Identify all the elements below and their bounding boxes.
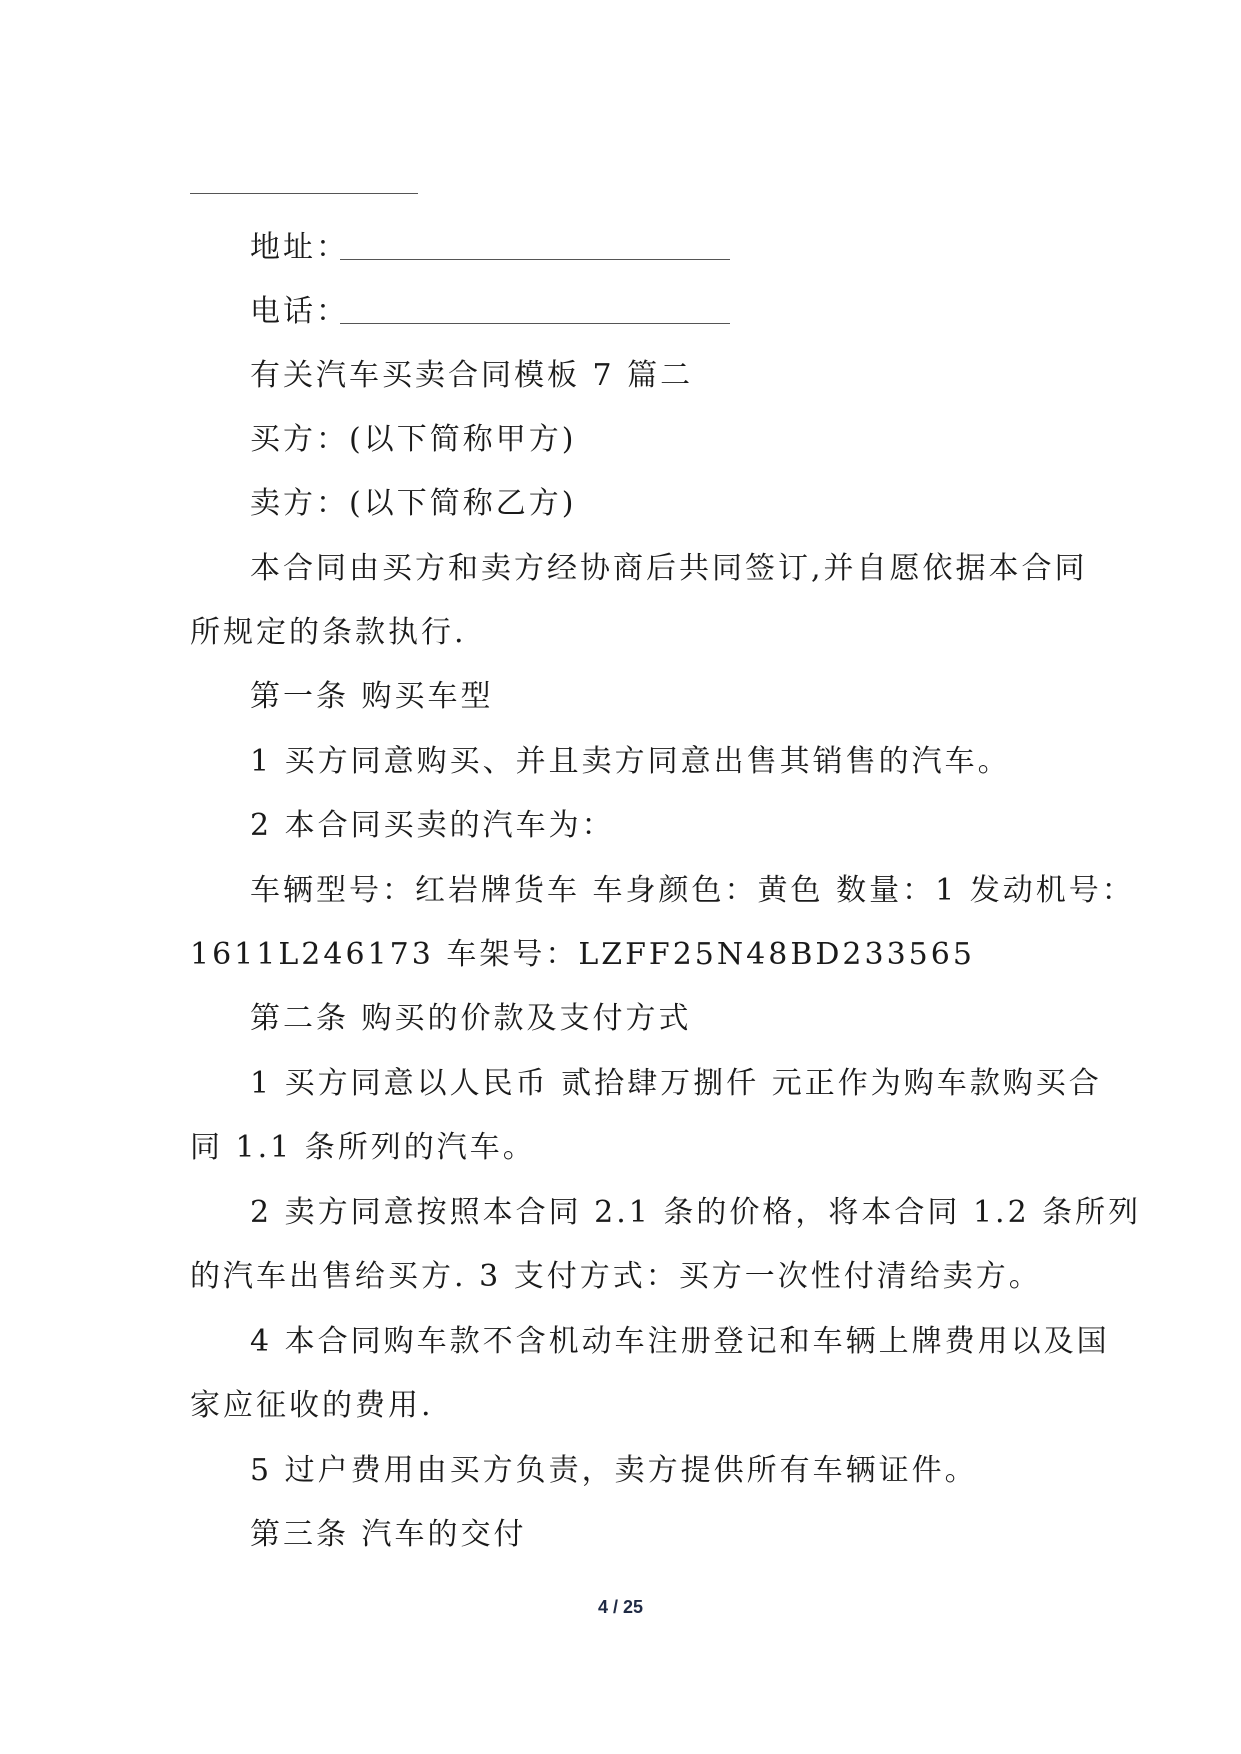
page-number: 4 / 25 <box>597 1597 644 1617</box>
article-2-title: 第二条 购买的价款及支付方式 <box>250 1001 692 1036</box>
article-1-item-2: 2 本合同买卖的汽车为： <box>250 808 615 843</box>
section-heading: 有关汽车买卖合同模板 7 篇二 <box>250 358 694 393</box>
article-2-item-1-line-1: 1 买方同意以人民币 贰拾肆万捌仟 元正作为购车款购买合 <box>250 1066 1102 1101</box>
buyer-line: 买方：(以下简称甲方) <box>250 422 577 457</box>
seller-line: 卖方：(以下简称乙方) <box>250 486 577 521</box>
article-2-item-1-line-2: 同 1.1 条所列的汽车。 <box>190 1130 536 1165</box>
address-underline <box>340 259 730 260</box>
intro-paragraph-line-1: 本合同由买方和卖方经协商后共同签订,并自愿依据本合同 <box>250 551 1088 586</box>
vehicle-details-line-2: 1611L246173 车架号：LZFF25N48BD233565 <box>190 937 975 972</box>
intro-paragraph-line-2: 所规定的条款执行. <box>190 615 467 650</box>
vehicle-details-line-1: 车辆型号：红岩牌货车 车身颜色：黄色 数量：1 发动机号： <box>250 873 1135 908</box>
article-2-item-4-line-2: 家应征收的费用. <box>190 1388 434 1423</box>
address-label: 地址： <box>250 230 349 265</box>
phone-underline <box>340 323 730 324</box>
article-2-item-2-line-2: 的汽车出售给买方. 3 支付方式：买方一次性付清给卖方。 <box>190 1259 1042 1294</box>
article-2-item-5: 5 过户费用由买方负责，卖方提供所有车辆证件。 <box>250 1453 978 1488</box>
article-1-title: 第一条 购买车型 <box>250 679 494 714</box>
article-3-title: 第三条 汽车的交付 <box>250 1517 527 1552</box>
article-2-item-4-line-1: 4 本合同购车款不含机动车注册登记和车辆上牌费用以及国 <box>250 1324 1110 1359</box>
article-1-item-1: 1 买方同意购买、并且卖方同意出售其销售的汽车。 <box>250 744 1011 779</box>
phone-label: 电话： <box>250 294 349 329</box>
article-2-item-2-line-1: 2 卖方同意按照本合同 2.1 条的价格，将本合同 1.2 条所列 <box>250 1195 1142 1230</box>
blank-underline <box>190 193 418 194</box>
